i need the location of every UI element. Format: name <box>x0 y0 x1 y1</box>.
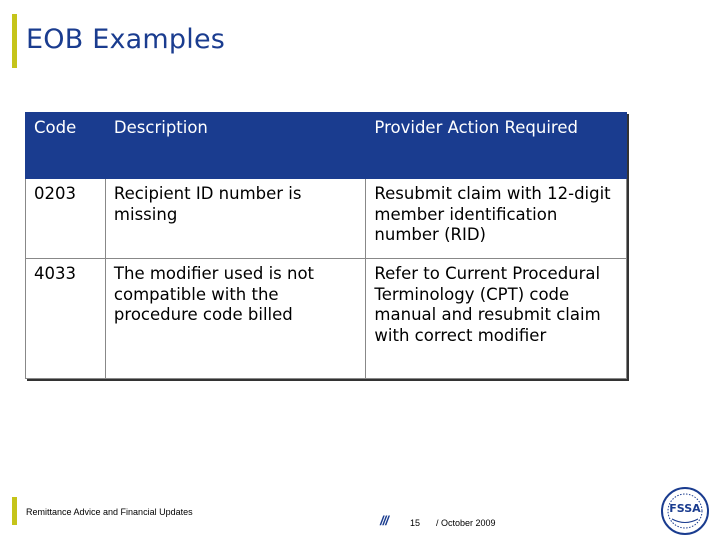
table-row <box>26 259 627 379</box>
header-description: Description <box>105 113 366 179</box>
page-title: EOB Examples <box>26 24 226 55</box>
header-code: Code <box>26 113 106 179</box>
title-accent-bar <box>12 14 17 68</box>
page-number: 15 <box>410 518 421 528</box>
table-row <box>26 179 627 259</box>
fssa-seal-icon <box>658 486 712 536</box>
seal-letters: FSSA <box>669 502 701 515</box>
slash-decoration: /// <box>380 513 388 528</box>
footer-date: / October 2009 <box>436 518 496 528</box>
cell-description: Recipient ID number is missing <box>105 179 366 259</box>
footer-accent-bar <box>12 497 17 525</box>
eob-table <box>25 112 627 379</box>
cell-action: Resubmit claim with 12-digit member identification number (RID) <box>366 179 627 259</box>
cell-action: Refer to Current Procedural Terminology (CPT) code manual and resubmit claim with correct modifier <box>366 259 627 379</box>
table-header-row <box>26 113 627 179</box>
header-provider-action: Provider Action Required <box>366 113 627 179</box>
cell-description: The modifier used is not compatible with the procedure code billed <box>105 259 366 379</box>
footer-title: Remittance Advice and Financial Updates <box>26 507 193 517</box>
cell-code: 0203 <box>26 179 106 259</box>
cell-code: 4033 <box>26 259 106 379</box>
